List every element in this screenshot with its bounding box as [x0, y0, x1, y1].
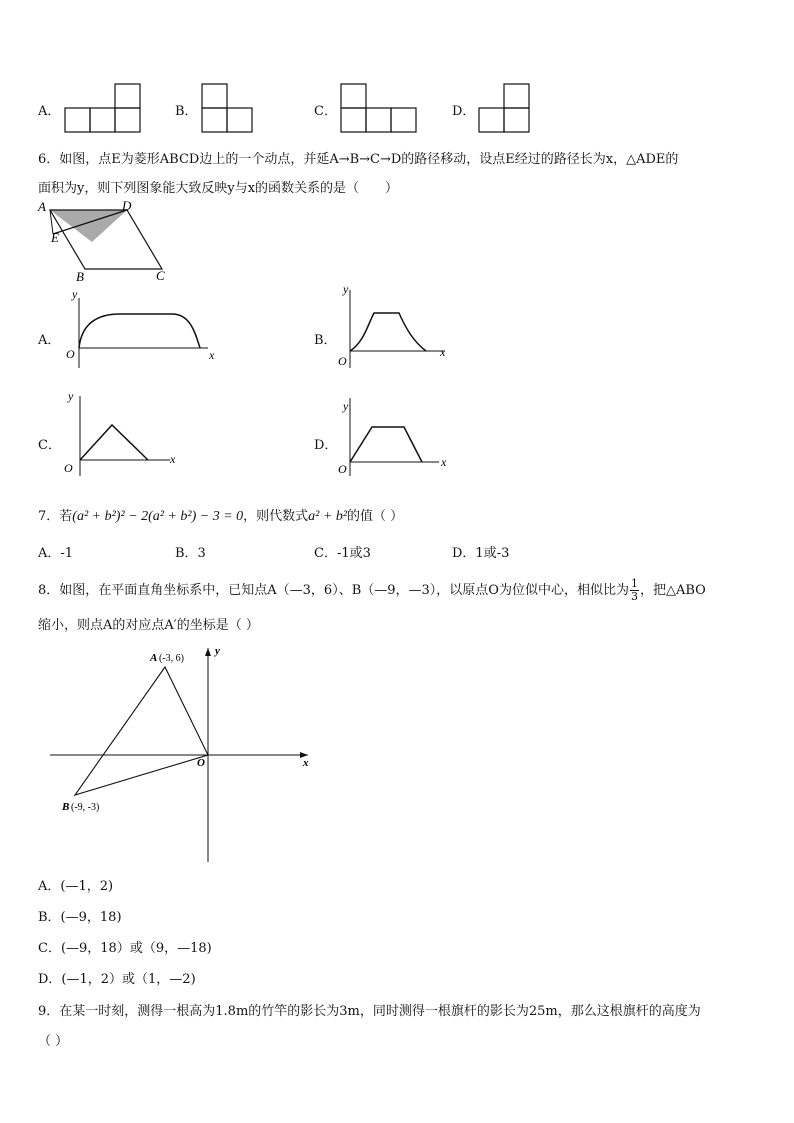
q8-option-b[interactable]: B．(—9，18) — [38, 910, 122, 925]
q6-fig-label-c: C — [156, 268, 165, 283]
q5-option-a-label[interactable]: A． — [38, 104, 61, 119]
q6-option-c-label[interactable]: C． — [38, 438, 61, 453]
q5-option-b-label[interactable]: B． — [175, 104, 198, 119]
q6-option-b-label[interactable]: B． — [314, 333, 337, 348]
q8-option-c[interactable]: C．(—9，18）或（9，—18) — [38, 941, 212, 956]
q7-equation: (a² + b²)² − 2(a² + b²) − 3 = 0 — [72, 509, 244, 524]
q6-c-y-label: y — [68, 389, 74, 403]
q6-option-c-graph — [60, 390, 185, 480]
q6-b-x-label: x — [440, 345, 446, 359]
q6-fig-label-e: E — [51, 230, 59, 245]
q8-option-a[interactable]: A．(—1，2) — [38, 879, 114, 894]
q6-d-origin: O — [338, 462, 347, 476]
q6-c-origin: O — [64, 461, 73, 475]
q8-coordinate-figure — [50, 640, 320, 865]
q6-fig-label-a: A — [38, 199, 46, 214]
q7-option-a[interactable]: A．-1 — [38, 546, 74, 561]
q8-line1-part-b: ，把△ABO — [639, 583, 706, 598]
q6-d-y-label: y — [343, 399, 349, 413]
q6-question-line1: 6．如图，点E为菱形ABCD边上的一个动点，并延A→B→C→D的路径移动，设点E经过的路径长为x，△ADE的 — [38, 152, 679, 167]
q6-fig-label-b: B — [76, 269, 84, 284]
q6-a-y-label: y — [72, 287, 78, 301]
q8-question-line1 — [38, 578, 706, 603]
q6-a-x-label: x — [209, 348, 215, 362]
q8-point-a-coord: (-3, 6) — [159, 653, 184, 664]
q5-option-a-figure — [64, 82, 142, 134]
q8-point-b-coord: (-9, -3) — [71, 802, 100, 813]
q8-option-d[interactable]: D．(—1，2）或（1，—2) — [38, 972, 196, 987]
q8-ratio-fraction — [630, 578, 639, 603]
q8-origin-label: O — [197, 757, 205, 769]
q6-d-x-label: x — [441, 455, 447, 469]
q6-b-origin: O — [338, 354, 347, 368]
q7-suffix: 的值（ ） — [347, 509, 404, 524]
q7-option-b[interactable]: B．3 — [175, 546, 206, 561]
q7-prefix: 7．若 — [38, 509, 73, 524]
q9-question-line1: 9．在某一时刻，测得一根高为1.8m的竹竿的影长为3m，同时测得一根旗杆的影长为25m，那么这根旗杆的高度为 — [38, 1004, 701, 1019]
q6-option-b-graph — [334, 284, 454, 374]
q6-option-d-graph — [334, 392, 459, 478]
q9-question-line2: （ ） — [38, 1034, 69, 1049]
q8-ratio-denominator: 3 — [630, 590, 638, 603]
q5-option-c-figure — [340, 82, 418, 134]
q7-expression: a² + b² — [308, 509, 348, 524]
q6-rhombus-figure — [36, 198, 176, 284]
q6-c-x-label: x — [170, 452, 176, 466]
q8-point-b-label: B — [62, 801, 70, 813]
q8-line1-part-a: 8．如图，在平面直角坐标系中，已知点A（—3，6）、B（—9，—3），以原点O为位似中心，相似比为 — [38, 583, 629, 598]
q6-option-d-label[interactable]: D． — [314, 438, 338, 453]
q8-y-axis-label: y — [215, 645, 220, 657]
q6-b-y-label: y — [343, 282, 349, 296]
q8-x-axis-label: x — [303, 757, 309, 769]
q5-option-d-figure — [478, 82, 532, 134]
q5-option-d-label[interactable]: D． — [452, 104, 476, 119]
q6-question-line2: 面积为y，则下列图象能大致反映y与x的函数关系的是（ ） — [38, 181, 399, 196]
q7-option-c[interactable]: C．-1或3 — [314, 546, 371, 561]
q6-option-a-graph — [60, 287, 225, 372]
q5-option-c-label[interactable]: C． — [314, 104, 337, 119]
q8-ratio-numerator: 1 — [630, 577, 638, 590]
q6-fig-label-d: D — [122, 198, 132, 213]
q7-option-d[interactable]: D．1或-3 — [452, 546, 510, 561]
q6-option-a-label[interactable]: A． — [38, 333, 61, 348]
q7-mid: ，则代数式 — [243, 509, 309, 524]
q5-option-b-figure — [201, 82, 255, 134]
q7-question — [38, 505, 403, 525]
q8-question-line2: 缩小，则点A的对应点A′的坐标是（ ） — [38, 618, 259, 633]
q6-a-origin: O — [66, 347, 75, 361]
q8-point-a-label: A — [150, 652, 158, 664]
